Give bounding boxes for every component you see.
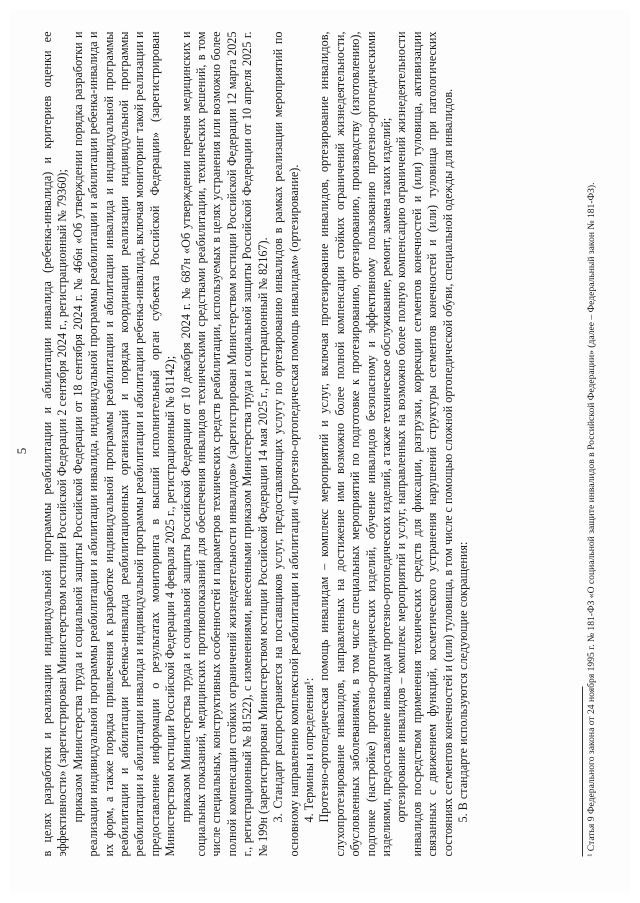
section-heading-terms: 4. Термины и определения¹: bbox=[301, 677, 316, 823]
paragraph-4: 3. Стандарт распространяется на поставщиков услуг, предоставляющих услугу по ортезированию инвалидов в рамках реализации мероприятий по основному направлению комплексной реабилитации и абилитации «Протезно-ортопедическая помощь инвалидам» (ортезирование). bbox=[271, 31, 301, 857]
document-body bbox=[40, 32, 471, 857]
section-heading-abbreviations: 5. В стандарте используются следующие сокращения: bbox=[455, 541, 470, 823]
document-page bbox=[10, 10, 630, 893]
footnote-divider bbox=[582, 687, 583, 857]
definition-prosthetic-help: Протезно-ортопедическая помощь инвалидам – комплекс мероприятий и услуг, включая протезирование инвалидов, ортезирование инвалидов, слухопротезирование инвалидов, направленных на достижение ими возможно более полной компенсации стойких ограничений жизнедеятельности, обусловленных заболеваниями, в том числе специальных мероприятий по подготовке к протезированию, ортезированию, производству (изготовлению), подгонке (настройке) протезно-ортопедических изделий, обучение инвалидов безопасному и эффективному пользованию протезно-ортопедическими изделиями, предоставление инвалидам протезно-ортопедических изделий, а также техническое обслуживание, ремонт, замена таких изделий; bbox=[317, 31, 393, 857]
paragraph-1: в целях разработки и реализации индивидуальной программы реабилитации и абилитации инвалида (ребенка-инвалида) и критериев оценки ее эффективности» (зарегистрирован Министерством юстиции Российской Федерации 2 сентября 2024 г., регистрационный № 79360); bbox=[40, 31, 70, 857]
paragraph-2: приказом Министерства труда и социальной защиты Российской Федерации от 18 сентября 2024 г. № 466н «Об утверждении порядка разработки и реализации индивидуальной программы реабилитации и абилитации инвалида, индивидуальной программы реабилитации и абилитации ребенка-инвалида и их форм, а также порядка привлечения к разработке индивидуальной программы реабилитации и абилитации инвалида и индивидуальной программы реабилитации и абилитации ребенка-инвалида реабилитационных организаций и порядка координации реализации индивидуальной программы реабилитации и абилитации инвалида и индивидуальной программы реабилитации и абилитации ребенка-инвалида, включая мониторинг такой реализации и предоставление информации о результатах мониторинга в высший исполнительный орган субъекта Российской Федерации» (зарегистрирован Министерством юстиции Российской Федерации 4 февраля 2025 г., регистрационный № 81142); bbox=[70, 31, 178, 857]
paragraph-3: приказом Министерства труда и социальной защиты Российской Федерации от 10 декабря 2024 г. № 687н «Об утверждении перечня медицинских и социальных показаний, медицинских противопоказаний для обеспечения инвалидов техническими средствами реабилитации, технических решений, в том числе специальных, конструктивных особенностей и параметров технических средств реабилитации, используемых в целях устранения или возможно более полной компенсации стойких ограничений жизнедеятельности инвалидов» (зарегистрирован Министерством юстиции Российской Федерации 12 марта 2025 г., регистрационный № 81522), с изменениями, внесенными приказом Министерства труда и социальной защиты Российской Федерации от 10 апреля 2025 г. № 199н (зарегистрирован Министерством юстиции Российской Федерации 14 мая 2025 г., регистрационный № 82167). bbox=[178, 31, 270, 857]
page-number: 5 bbox=[14, 447, 29, 455]
rotated-page-stage bbox=[10, 10, 630, 893]
footnote: ¹ Статья 9 Федерального закона от 24 ноября 1995 г. № 181-ФЗ «О социальной защите инвалидов в Российской Федерации» (далее – Федеральный закон № 181-ФЗ). bbox=[586, 182, 597, 857]
definition-orthosis: ортезирование инвалидов – комплекс мероприятий и услуг, направленных на возможно более полную компенсацию ограничений жизнедеятельности инвалидов посредством применения технических средств для фиксации, разгрузки, коррекции сегментов конечностей и (или) туловища, активизации связанных с движением функций, косметического устранения нарушений структуры сегментов конечностей и (или) туловища при патологических состояниях сегментов конечностей и (или) туловища, в том числе с помощью сложной ортопедической обуви, специальной одежды для инвалидов. bbox=[394, 31, 455, 857]
